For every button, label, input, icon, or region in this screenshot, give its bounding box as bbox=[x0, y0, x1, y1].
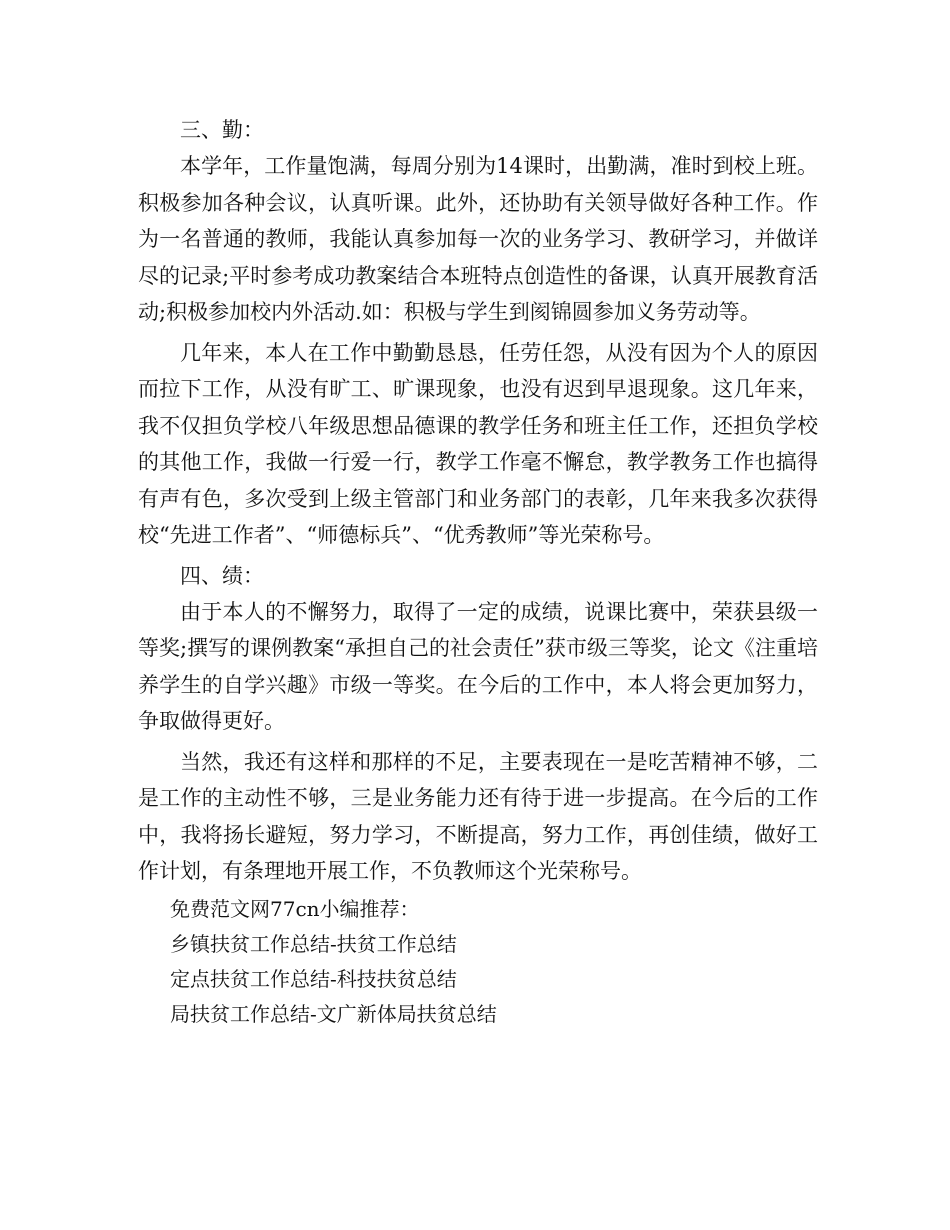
recommend-title: 免费范文网77cn小编推荐： bbox=[170, 896, 420, 921]
section-heading-qin: 三、勤： bbox=[180, 118, 264, 142]
recommend-link-2[interactable]: 定点扶贫工作总结-科技扶贫总结 bbox=[170, 966, 457, 991]
recommend-link-1[interactable]: 乡镇扶贫工作总结-扶贫工作总结 bbox=[170, 931, 457, 956]
paragraph-ji-2: 当然，我还有这样和那样的不足，主要表现在一是吃苦精神不够，二是工作的主动性不够，三是业务能力还有待于进一步提高。在今后的工作中，我将扬长避短，努力学习，不断提高，努力工作，再创佳绩，做好工作计划，有条理地开展工作，不负教师这个光荣称号。 bbox=[138, 749, 818, 883]
paragraph-ji-1: 由于本人的不懈努力，取得了一定的成绩，说课比赛中，荣获县级一等奖;撰写的课例教案“承担自己的社会责任”获市级三等奖，论文《注重培养学生的自学兴趣》市级一等奖。在今后的工作中，本人将会更加努力，争取做得更好。 bbox=[138, 599, 818, 733]
paragraph-qin-2: 几年来，本人在工作中勤勤恳恳，任劳任怨，从没有因为个人的原因而拉下工作，从没有旷工、旷课现象，也没有迟到早退现象。这几年来，我不仅担负学校八年级思想品德课的教学任务和班主任工作，还担负学校的其他工作，我做一行爱一行，教学工作毫不懈怠，教学教务工作也搞得有声有色，多次受到上级主管部门和业务部门的表彰，几年来我多次获得校“先进工作者”、“师德标兵”、“优秀教师”等光荣称号。 bbox=[138, 340, 818, 547]
recommend-link-3[interactable]: 局扶贫工作总结-文广新体局扶贫总结 bbox=[170, 1001, 497, 1026]
section-heading-ji: 四、绩： bbox=[180, 563, 264, 588]
document-page bbox=[138, 112, 818, 1032]
paragraph-qin-1: 本学年，工作量饱满，每周分别为14课时，出勤满，准时到校上班。积极参加各种会议，认真听课。此外，还协助有关领导做好各种工作。作为一名普通的教师，我能认真参加每一次的业务学习、教研学习，并做详尽的记录;平时参考成功教案结合本班特点创造性的备课，认真开展教育活动;积极参加校内外活动.如：积极与学生到阂锦圆参加义务劳动等。 bbox=[138, 154, 818, 324]
